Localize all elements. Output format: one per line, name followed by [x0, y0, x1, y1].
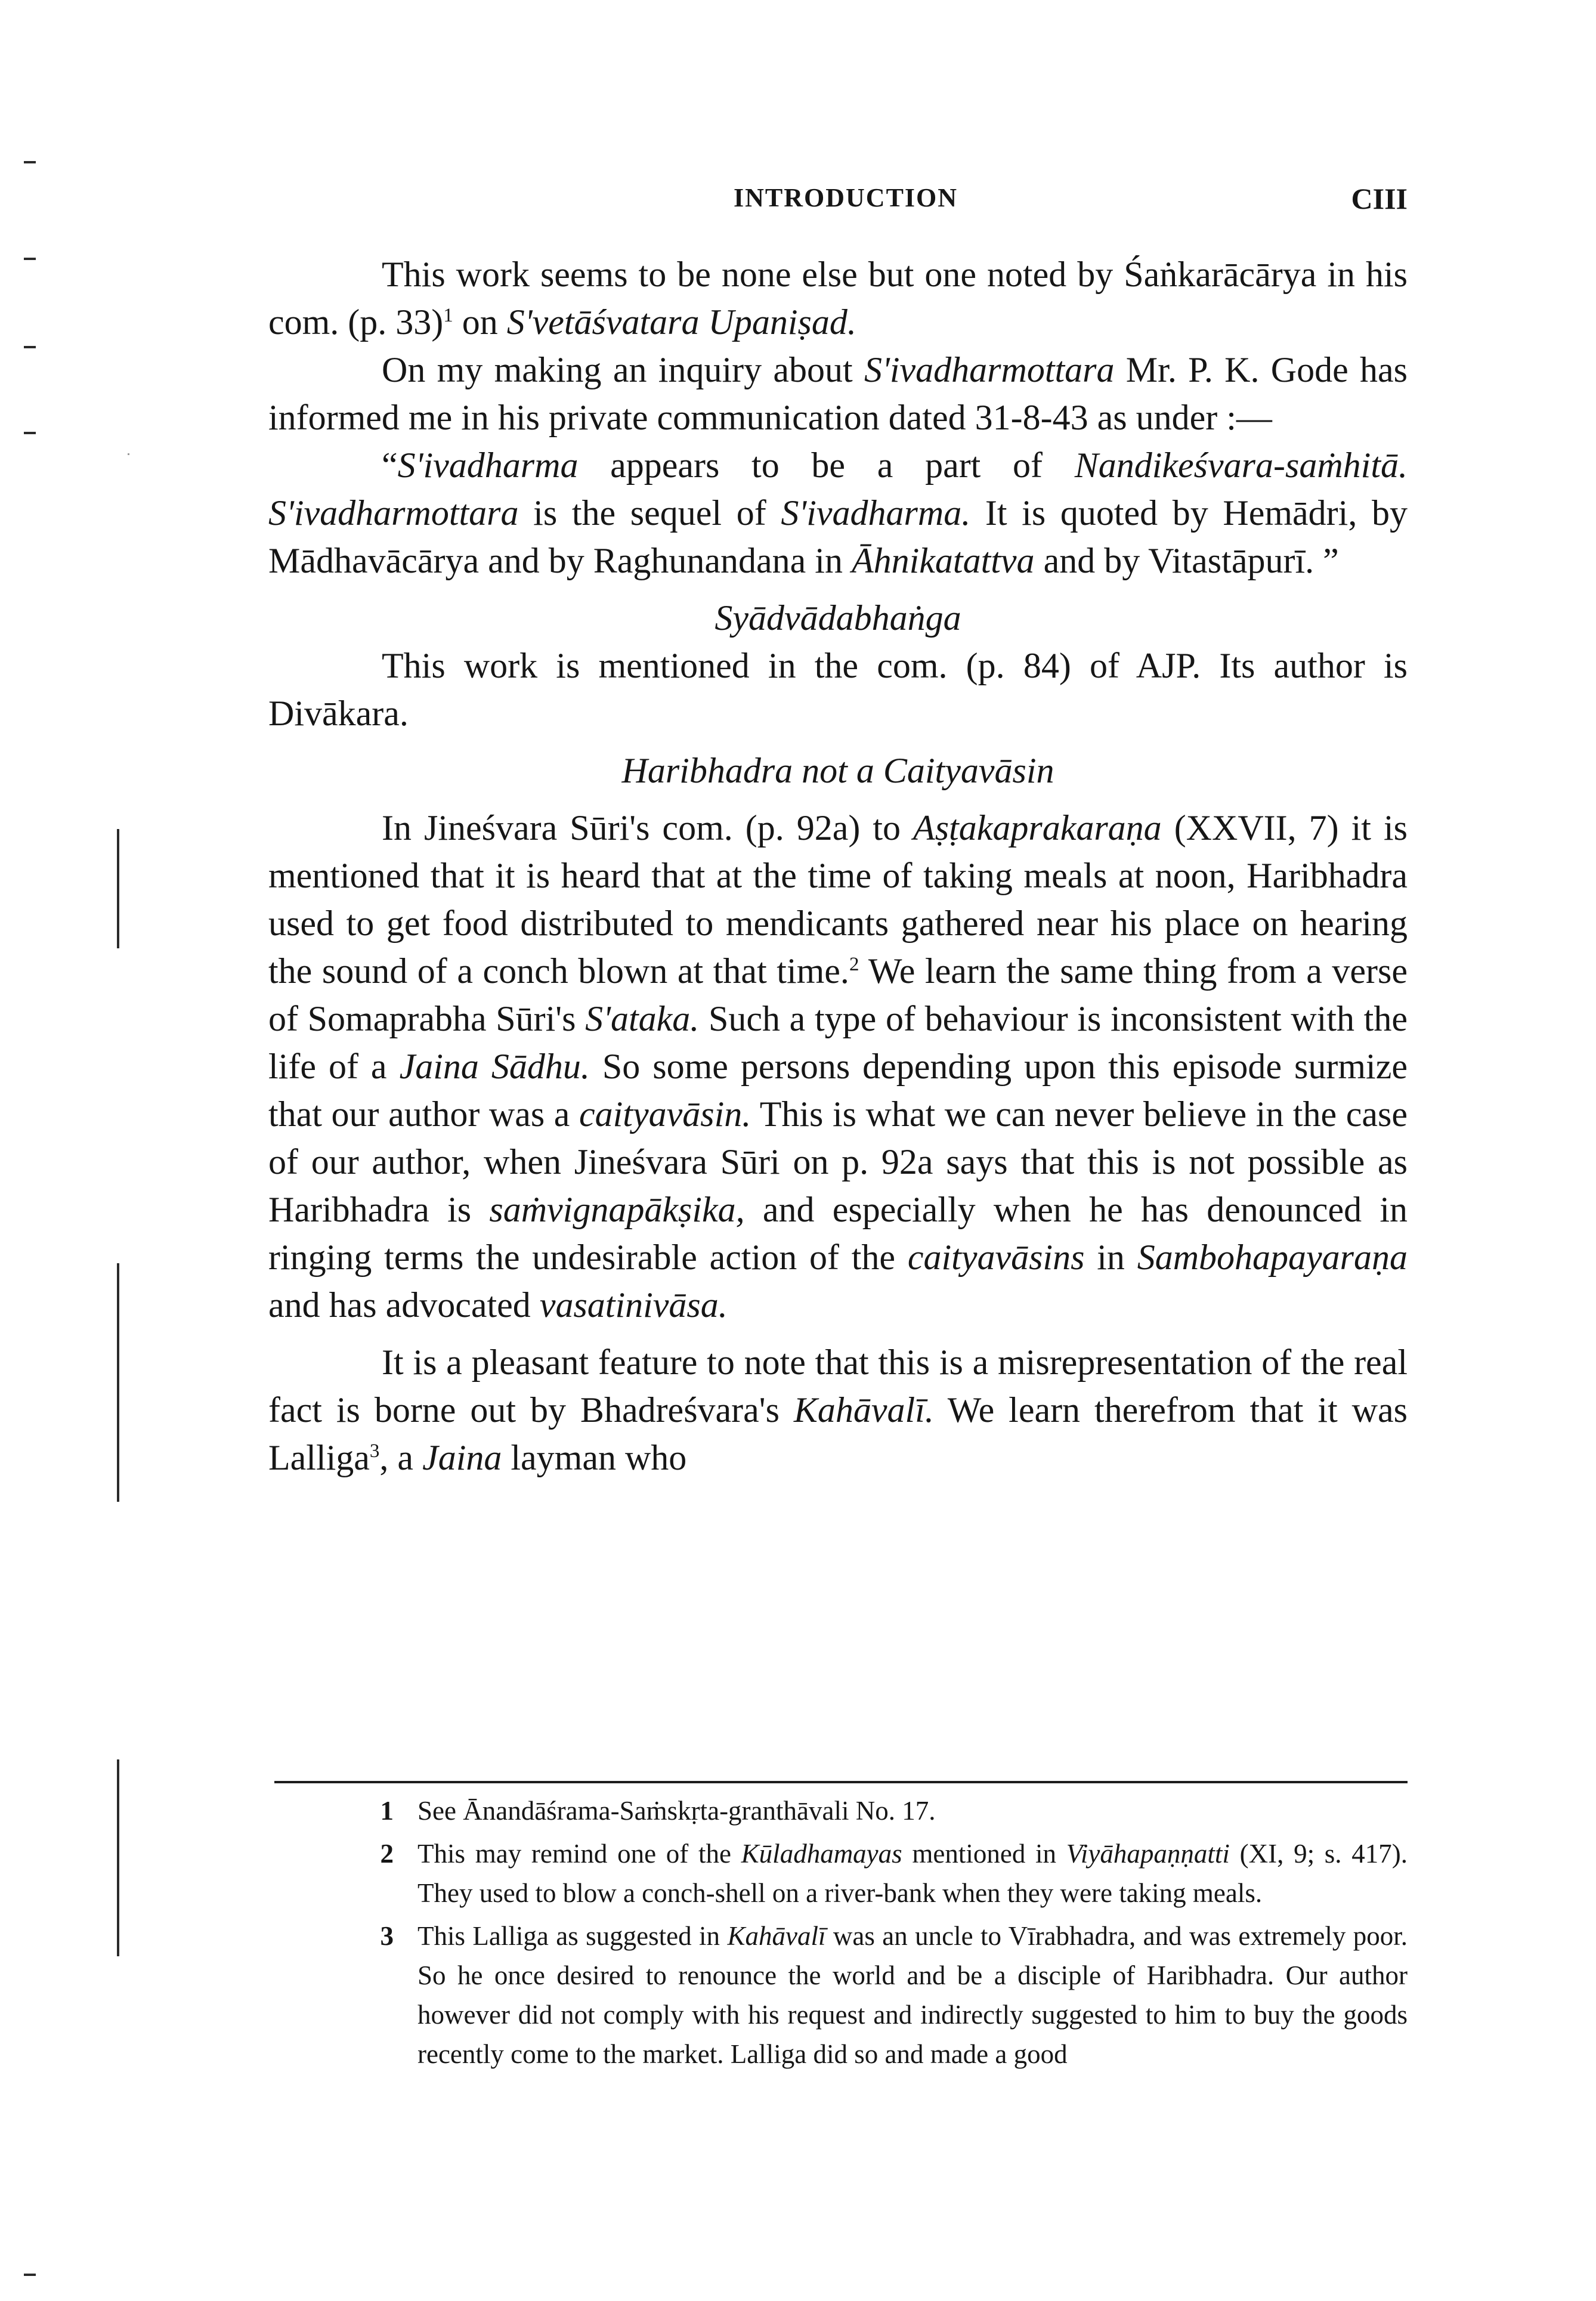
text-run: Mr. P. K. Gode has informed me in his private communication dated 31-8-43 as under :— — [268, 350, 1408, 437]
scan-mark — [117, 829, 119, 948]
text-run: This may remind one of the — [417, 1839, 741, 1869]
italic-title: saṁvignapākṣika, — [489, 1190, 745, 1229]
text-run: On my making an inquiry about — [382, 350, 864, 389]
italic-title: Viyāhapaṇṇatti — [1066, 1839, 1230, 1869]
page-header — [268, 179, 1408, 221]
text-run: layman who — [502, 1438, 687, 1477]
scan-mark — [128, 453, 129, 455]
text-run: We learn the same thing from a verse of Somaprabha Sūri's — [268, 951, 1408, 1038]
text-run: See Ānandāśrama-Saṁskṛta-granthāvali No. 17. — [417, 1796, 936, 1826]
italic-title: Sambohapayaraṇa — [1137, 1238, 1408, 1277]
text-run: “ — [382, 446, 398, 485]
footnote-ref: 1 — [443, 305, 453, 326]
italic-title: S'ivadharma. — [781, 493, 971, 533]
text-run: on — [453, 302, 507, 342]
page-number: CIII — [1351, 182, 1408, 215]
running-head: INTRODUCTION — [734, 183, 958, 212]
paragraph — [268, 346, 1408, 441]
text-run: was an uncle to Vīrabhadra, and was extremely poor. So he once desired to renounce the world and be a disciple of Haribhadra. Our author however did not comply with his request and indirectly suggested to him to buy the goods recently come to the market. Lalliga did so and made a good — [417, 1921, 1408, 2069]
footnotes — [358, 1791, 1408, 2077]
text-run: and has advocated — [268, 1285, 540, 1325]
text-run: and especially when he has denounced in ringing terms the undesirable action of the — [268, 1190, 1408, 1277]
footnote-number: 1 — [380, 1796, 394, 1826]
scan-mark — [24, 258, 36, 260]
text-run: mentioned in — [902, 1839, 1066, 1869]
text-run: Such a type of behaviour is inconsistent with the life of a — [268, 999, 1408, 1086]
footnote-number: 2 — [380, 1839, 394, 1869]
text-run: in — [1084, 1238, 1137, 1277]
paragraph: This work is mentioned in the com. (p. 84) of AJP. Its author is Divākara. — [268, 646, 1408, 733]
italic-title: Kahāvalī. — [793, 1390, 934, 1430]
text-run: It is quoted by Hemādri, by Mādhavācārya and by Raghunandana in — [268, 493, 1408, 580]
footnote-ref: 2 — [849, 954, 859, 975]
italic-title: S'ataka. — [585, 999, 700, 1038]
scan-mark — [24, 161, 36, 163]
italic-title: vasatinivāsa. — [539, 1285, 728, 1325]
section-heading: Syādvādabhaṅga — [715, 598, 961, 638]
italic-title: Kūladhamayas — [741, 1839, 902, 1869]
text-run: appears to be a part of — [578, 446, 1075, 485]
text-run: , a — [379, 1438, 423, 1477]
scan-mark — [24, 432, 36, 434]
section-heading: Haribhadra not a Caityavāsin — [621, 751, 1054, 790]
footnote — [358, 1916, 1408, 2074]
main-text — [268, 250, 1408, 1482]
italic-title: Kahāvalī — [727, 1921, 826, 1951]
footnote — [358, 1791, 1408, 1830]
italic-title: S'vetāśvatara Upaniṣad. — [506, 302, 856, 342]
scan-mark — [24, 2274, 36, 2276]
italic-title: S'ivadharmottara — [268, 493, 519, 533]
paragraph — [268, 804, 1408, 1329]
text-run: and by Vitastāpurī. ” — [1034, 541, 1339, 580]
text-run: This work seems to be none else but one noted by Śaṅkarācārya in his com. (p. 33) — [268, 255, 1408, 342]
footnote-rule — [274, 1781, 1408, 1783]
paragraph — [268, 250, 1408, 346]
italic-title: S'ivadharma — [397, 446, 579, 485]
italic-title: S'ivadharmottara — [864, 350, 1115, 389]
footnote-ref: 3 — [369, 1440, 380, 1462]
footnote — [358, 1834, 1408, 1913]
quotation — [268, 441, 1408, 584]
text-run: (XXVII, 7) it is mentioned that it is heard that at the time of taking meals at noon, Haribhadra used to get food distributed to mendicants gathered near his place on hearing the sound of a conch blown at that time. — [268, 808, 1408, 991]
paragraph — [268, 1338, 1408, 1482]
text-run: is the sequel of — [518, 493, 781, 533]
italic-title: Nandikeśvara-saṁhitā. — [1074, 446, 1408, 485]
text-run: (XI, 9; s. 417). They used to blow a conch-shell on a river-bank when they were taking meals. — [417, 1839, 1408, 1908]
text-run: It is a pleasant feature to note that this is a misrepresentation of the real fact is borne out by Bhadreśvara's — [268, 1343, 1408, 1430]
footnote-number: 3 — [380, 1921, 394, 1951]
text-run: We learn therefrom that it was Lalliga — [268, 1390, 1408, 1477]
text-run: In Jineśvara Sūri's com. (p. 92a) to — [382, 808, 914, 848]
italic-title: Jaina — [422, 1438, 502, 1477]
italic-title: Jaina Sādhu. — [399, 1047, 590, 1086]
scan-mark — [117, 1759, 119, 1956]
italic-title: caityavāsins — [907, 1238, 1085, 1277]
text-run: So some persons depending upon this episode surmize that our author was a — [268, 1047, 1408, 1134]
text-run: This is what we can never believe in the case of our author, when Jineśvara Sūri on p. 92a says that this is not possible as Haribhadra is — [268, 1094, 1408, 1229]
scan-mark — [24, 346, 36, 348]
italic-title: Aṣṭakaprakaraṇa — [913, 808, 1162, 848]
italic-title: Āhnikatattva — [851, 541, 1035, 580]
text-run: This Lalliga as suggested in — [417, 1921, 728, 1951]
italic-title: caityavāsin. — [579, 1094, 751, 1134]
scan-mark — [117, 1263, 119, 1502]
